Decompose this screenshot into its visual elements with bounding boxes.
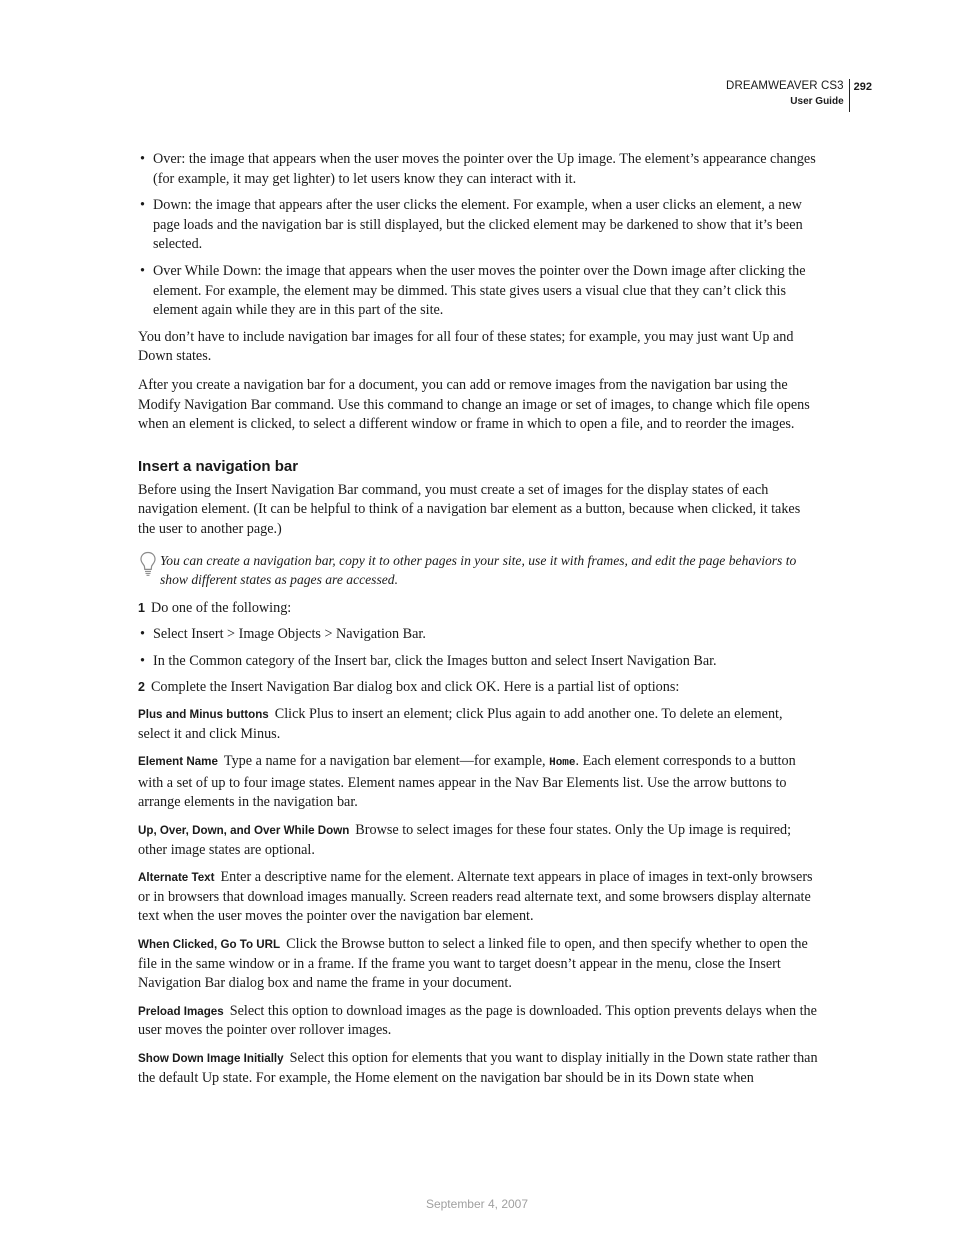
page-footer-date: September 4, 2007 bbox=[425, 1197, 529, 1211]
page-header bbox=[726, 79, 872, 112]
list-item bbox=[138, 262, 818, 321]
option-term: Alternate Text bbox=[138, 871, 215, 885]
step-number: 1 bbox=[138, 600, 145, 615]
option-description: Click Plus to insert an element; click Plus again to add another one. To delete an element, select it and click Minus. bbox=[138, 706, 783, 742]
option-description: Click the Browse button to select a linked file to open, and then specify whether to open the file in the same window or in a frame. If the frame you want to target doesn’t appear in the menu, close the Insert Navigation Bar dialog box and name the frame in your document. bbox=[138, 936, 808, 992]
section-heading: Insert a navigation bar bbox=[138, 457, 299, 475]
list-item-text: Down: the image that appears after the user clicks the element. For example, when a user clicks an element, a new page loads and the navigation bar is still displayed, but the clicked element may be darkened to show that it’s been selected. bbox=[153, 197, 803, 253]
option-show-down-image bbox=[138, 1049, 818, 1088]
code-sample: Home bbox=[549, 757, 576, 770]
bullet-icon: • bbox=[140, 262, 145, 279]
list-item-text: Over: the image that appears when the user moves the pointer over the Up image. The element’s appearance changes (for example, it may get lighter) to let users know they can interact with it. bbox=[153, 151, 816, 187]
option-term: Show Down Image Initially bbox=[138, 1051, 284, 1065]
option-term: Preload Images bbox=[138, 1004, 224, 1018]
option-description: . Each element corresponds to a button with a set of up to four image states. Element names appear in the Nav Bar Elements list. Use the arrow buttons to arrange elements in the navigation bar. bbox=[138, 753, 796, 811]
guide-name: User Guide bbox=[790, 96, 844, 107]
option-description: Select this option to download images as the page is downloaded. This option prevents delays when the user moves the pointer over rollover images. bbox=[138, 1002, 817, 1039]
option-description: Type a name for a navigation bar element—for example, bbox=[223, 753, 550, 770]
option-preload-images bbox=[138, 1002, 818, 1041]
header-title-block bbox=[726, 79, 850, 112]
section-intro: Before using the Insert Navigation Bar command, you must create a set of images for the display states of each navigation element. (It can be helpful to think of a navigation bar element as a button, because when clicked, it takes the user to another page.) bbox=[138, 481, 801, 537]
option-term: Up, Over, Down, and Over While Down bbox=[138, 824, 350, 838]
list-item bbox=[138, 196, 818, 255]
paragraph: After you create a navigation bar for a document, you can add or remove images from the navigation bar using the Modify Navigation Bar command. Use this command to change an image or set of images, to change which file opens when an element is clicked, to select a different window or frame in which to open a file, and to reorder the images. bbox=[138, 376, 810, 433]
lightbulb-icon bbox=[139, 551, 157, 583]
option-description: Enter a descriptive name for the element. Alternate text appears in place of images in text-only browsers or in browsers that download images manually. Screen readers read alternate text, and some browsers display alternate text when the user moves the pointer over the navigation bar element. bbox=[138, 869, 813, 925]
step-number: 2 bbox=[138, 680, 145, 695]
list-item bbox=[138, 150, 818, 189]
option-element-name bbox=[138, 752, 818, 813]
option-term: When Clicked, Go To URL bbox=[138, 938, 281, 951]
page-body bbox=[138, 150, 818, 1096]
paragraph: You don’t have to include navigation bar images for all four of these states; for example, you may just want Up and Down states. bbox=[138, 328, 794, 365]
option-plus-minus bbox=[138, 705, 818, 744]
option-term: Plus and Minus buttons bbox=[138, 708, 269, 722]
bullet-icon: • bbox=[140, 151, 145, 167]
list-item bbox=[138, 652, 818, 672]
bullet-icon: • bbox=[140, 197, 145, 214]
option-term: Element Name bbox=[138, 755, 218, 769]
option-image-states bbox=[138, 821, 818, 860]
list-item-text: Over While Down: the image that appears when the user moves the pointer over the Down image after clicking the element. For example, the element may be dimmed. This state gives users a visual clue that they can’t click this element again while they are in this part of the site. bbox=[153, 262, 806, 319]
list-item-text: In the Common category of the Insert bar, click the Images button and select Insert Navigation Bar. bbox=[153, 652, 717, 669]
step-text: Complete the Insert Navigation Bar dialog box and click OK. Here is a partial list of options: bbox=[150, 679, 680, 696]
tip-text: You can create a navigation bar, copy it to other pages in your site, use it with frames, and edit the page behaviors to show different states as pages are accessed. bbox=[160, 552, 797, 588]
list-item-text: Select Insert > Image Objects > Navigation Bar. bbox=[153, 626, 426, 643]
option-description: Browse to select images for these four states. Only the Up image is required; other image states are optional. bbox=[138, 822, 792, 858]
step-text: Do one of the following: bbox=[150, 599, 292, 616]
product-name: DREAMWEAVER CS3 bbox=[726, 80, 844, 92]
bullet-icon: • bbox=[140, 626, 145, 643]
page-number: 292 bbox=[853, 81, 872, 93]
step-2 bbox=[138, 678, 818, 698]
list-item bbox=[138, 625, 818, 645]
option-description: Select this option for elements that you want to display initially in the Down state rather than the default Up state. For example, the Home element on the navigation bar should be in its Down state when bbox=[138, 1049, 818, 1086]
option-when-clicked bbox=[138, 935, 818, 994]
step-1 bbox=[138, 599, 818, 619]
tip-note bbox=[138, 551, 818, 590]
bullet-icon: • bbox=[140, 652, 145, 669]
option-alternate-text bbox=[138, 868, 818, 927]
